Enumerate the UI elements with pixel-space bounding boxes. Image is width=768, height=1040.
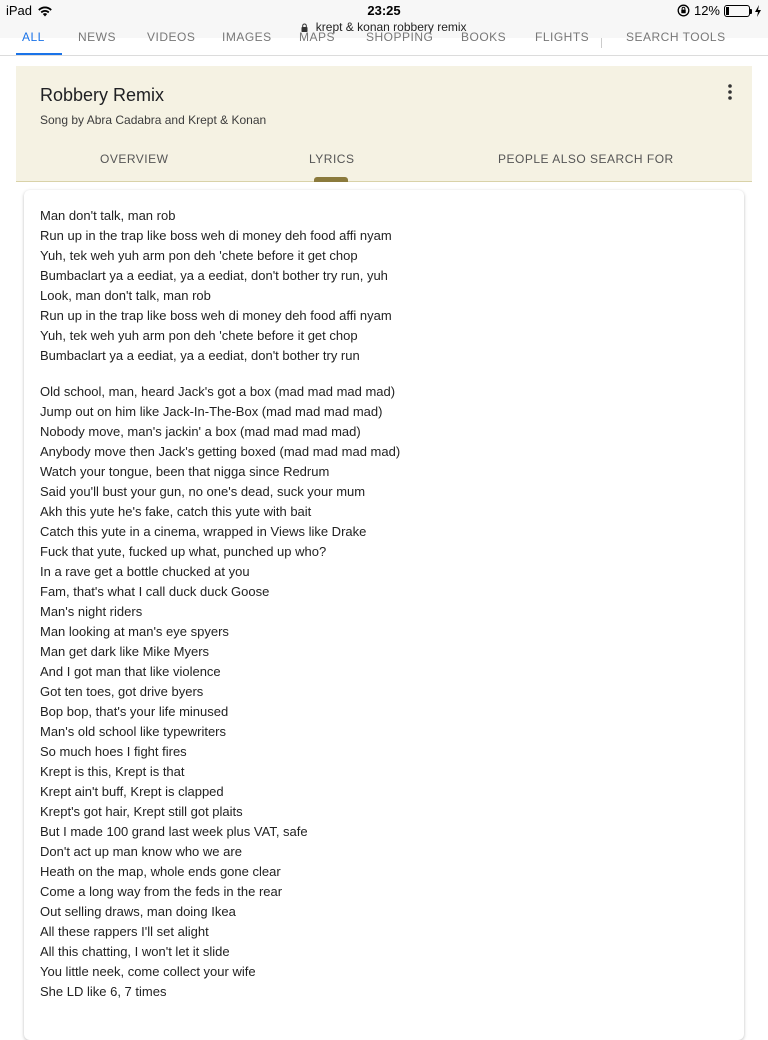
- tab-divider: [601, 38, 602, 48]
- lyric-line: Man's old school like typewriters: [40, 724, 226, 739]
- tab-people-also-search[interactable]: PEOPLE ALSO SEARCH FOR: [498, 152, 674, 166]
- lyric-line: Look, man don't talk, man rob: [40, 288, 211, 303]
- lyric-line: Yuh, tek weh yuh arm pon deh 'chete before it get chop: [40, 248, 358, 263]
- tab-search-tools[interactable]: SEARCH TOOLS: [626, 30, 726, 44]
- lyric-line: Don't act up man know who we are: [40, 844, 242, 859]
- tab-overview[interactable]: OVERVIEW: [100, 152, 169, 166]
- status-bar: [0, 0, 768, 20]
- tab-maps[interactable]: MAPS: [299, 30, 336, 44]
- tab-lyrics[interactable]: LYRICS: [309, 152, 355, 166]
- lyric-line: Bumbaclart ya a eediat, ya a eediat, don't bother try run: [40, 348, 360, 363]
- battery-fill: [726, 7, 729, 15]
- lyric-line: Said you'll bust your gun, no one's dead, suck your mum: [40, 484, 366, 499]
- lyric-line: Out selling draws, man doing Ikea: [40, 904, 236, 919]
- lyric-line: Man's night riders: [40, 604, 143, 619]
- lyric-line: Nobody move, man's jackin' a box (mad mad mad mad): [40, 424, 361, 439]
- lyric-line: Man looking at man's eye spyers: [40, 624, 229, 639]
- battery-icon: [724, 5, 750, 17]
- charging-icon: [754, 5, 762, 17]
- more-options-icon[interactable]: [726, 83, 734, 101]
- lyric-line: Anybody move then Jack's getting boxed (mad mad mad mad): [40, 444, 401, 459]
- lyric-line: But I made 100 grand last week plus VAT, safe: [40, 824, 308, 839]
- lyric-line: Bop bop, that's your life minused: [40, 704, 229, 719]
- lyric-line: Krept's got hair, Krept still got plaits: [40, 804, 243, 819]
- lyric-line: Run up in the trap like boss weh di money deh food affi nyam: [40, 228, 392, 243]
- lyric-line: Fuck that yute, fucked up what, punched up who?: [40, 544, 327, 559]
- battery-percent: 12%: [693, 3, 720, 18]
- lyric-line: Watch your tongue, been that nigga since Redrum: [40, 464, 330, 479]
- lyric-line: Catch this yute in a cinema, wrapped in Views like Drake: [40, 524, 367, 539]
- search-tabs: [0, 30, 768, 56]
- lyrics-tab-indicator: [314, 177, 348, 182]
- lyric-line: You little neek, come collect your wife: [40, 964, 256, 979]
- rotation-lock-icon: [677, 4, 690, 17]
- lyric-line: Man don't talk, man rob: [40, 208, 176, 223]
- tab-videos[interactable]: VIDEOS: [147, 30, 196, 44]
- lyric-line: And I got man that like violence: [40, 664, 221, 679]
- lyrics-card: [24, 190, 744, 1040]
- lyrics-stanza-1: [40, 206, 392, 366]
- lyric-line: Krept ain't buff, Krept is clapped: [40, 784, 224, 799]
- device-name: iPad: [6, 3, 33, 18]
- lyric-line: Akh this yute he's fake, catch this yute with bait: [40, 504, 312, 519]
- song-title[interactable]: Robbery Remix: [40, 85, 165, 105]
- tab-images[interactable]: IMAGES: [222, 30, 272, 44]
- lyrics-stanza-2: [40, 382, 400, 1002]
- lyric-line: Bumbaclart ya a eediat, ya a eediat, don't bother try run, yuh: [40, 268, 388, 283]
- status-time: 23:25: [367, 3, 401, 18]
- tab-shopping[interactable]: SHOPPING: [366, 30, 434, 44]
- lyric-line: So much hoes I fight fires: [40, 744, 187, 759]
- tab-books[interactable]: BOOKS: [461, 30, 507, 44]
- lyric-line: Jump out on him like Jack-In-The-Box (mad mad mad mad): [40, 404, 383, 419]
- active-tab-underline: [16, 53, 62, 55]
- lyric-line: All this chatting, I won't let it slide: [40, 944, 230, 959]
- lyric-line: She LD like 6, 7 times: [40, 984, 167, 999]
- song-card-header: [16, 66, 752, 182]
- status-right: [677, 3, 762, 18]
- url-text: krept & konan robbery remix: [315, 20, 467, 34]
- lyric-line: Krept is this, Krept is that: [40, 764, 185, 779]
- tab-news[interactable]: NEWS: [78, 30, 116, 44]
- tab-all[interactable]: ALL: [22, 30, 45, 44]
- lyric-line: Fam, that's what I call duck duck Goose: [40, 584, 270, 599]
- tab-flights[interactable]: FLIGHTS: [535, 30, 590, 44]
- lyric-line: Come a long way from the feds in the rear: [40, 884, 283, 899]
- lyric-line: Old school, man, heard Jack's got a box (mad mad mad mad): [40, 384, 396, 399]
- lyric-line: Got ten toes, got drive byers: [40, 684, 204, 699]
- lyric-line: Run up in the trap like boss weh di money deh food affi nyam: [40, 308, 392, 323]
- lyric-line: Yuh, tek weh yuh arm pon deh 'chete before it get chop: [40, 328, 358, 343]
- lyric-line: All these rappers I'll set alight: [40, 924, 209, 939]
- lyric-line: In a rave get a bottle chucked at you: [40, 564, 250, 579]
- lyric-line: Heath on the map, whole ends gone clear: [40, 864, 281, 879]
- song-subtitle: Song by Abra Cadabra and Krept & Konan: [40, 113, 267, 127]
- lyric-line: Man get dark like Mike Myers: [40, 644, 210, 659]
